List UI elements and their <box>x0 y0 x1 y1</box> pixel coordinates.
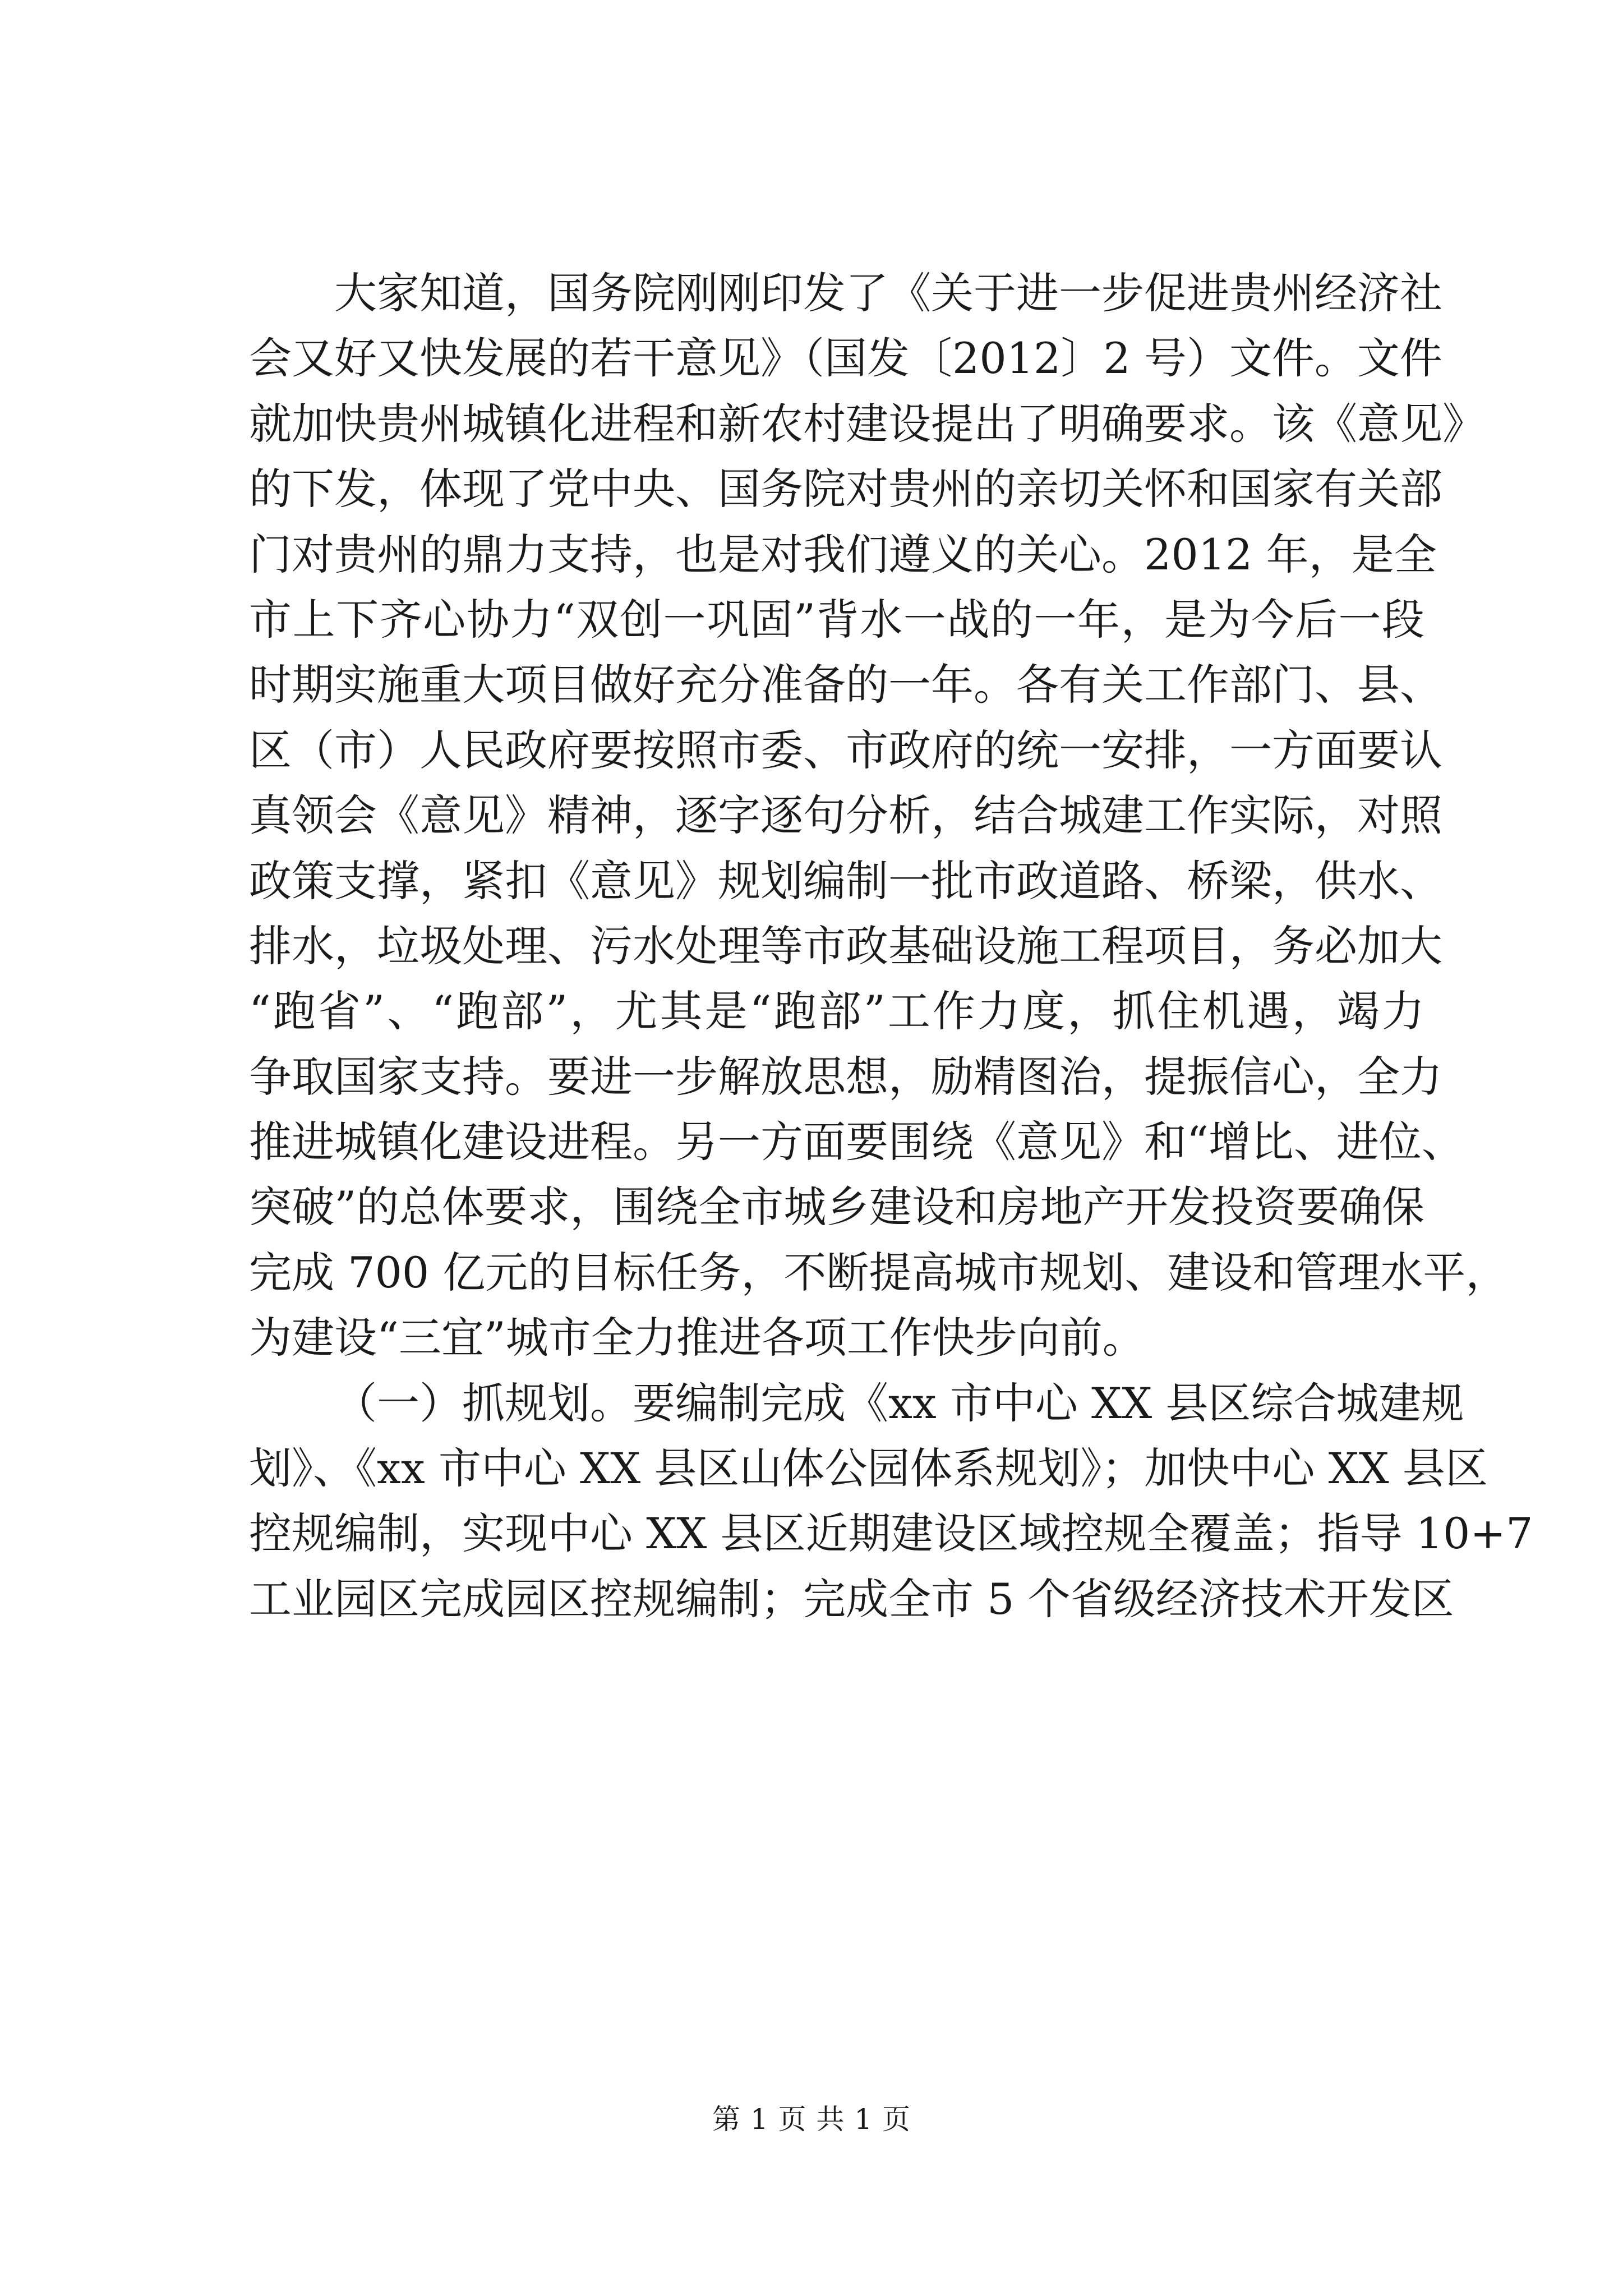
text-line: 推进城镇化建设进程。另一方面要围绕《意见》和“增比、进位、 <box>249 1117 1464 1167</box>
text-line: 排水，垃圾处理、污水处理等市政基础设施工程项目，务必加大 <box>249 921 1442 971</box>
text-line: 的下发，体现了党中央、国务院对贵州的亲切关怀和国家有关部 <box>249 464 1442 514</box>
text-line: 市上下齐心协力“双创一巩固”背水一战的一年，是为今后一段 <box>249 594 1424 645</box>
text-line: 工业园区完成园区控规编制；完成全市 5 个省级经济技术开发区 <box>249 1573 1454 1624</box>
text-line: 政策支撑，紧扣《意见》规划编制一批市政道路、桥梁，供水、 <box>249 855 1442 906</box>
document-body <box>249 261 1533 1632</box>
text-line: 为建设“三宜”城市全力推进各项工作快步向前。 <box>249 1313 1145 1363</box>
text-line: 完成 700 亿元的目标任务，不断提高城市规划、建设和管理水平， <box>249 1247 1509 1297</box>
text-line: 争取国家支持。要进一步解放思想，励精图治，提振信心，全力 <box>249 1051 1442 1102</box>
page-number-label: 第 1 页 共 1 页 <box>712 2103 911 2136</box>
text-line: 真领会《意见》精神，逐字逐句分析，结合城建工作实际，对照 <box>249 790 1442 841</box>
text-line: 大家知道，国务院刚刚印发了《关于进一步促进贵州经济社 <box>334 268 1442 318</box>
page-footer <box>0 2097 1623 2137</box>
text-line: 会又好又快发展的若干意见》（国发〔2012〕2 号）文件。文件 <box>249 333 1442 384</box>
text-line: 突破”的总体要求，围绕全市城乡建设和房地产开发投资要确保 <box>249 1182 1424 1232</box>
text-line: 划》、《xx 市中心 XX 县区山体公园体系规划》；加快中心 XX 县区 <box>249 1443 1488 1494</box>
text-line: （一）抓规划。要编制完成《xx 市中心 XX 县区综合城建规 <box>334 1378 1464 1428</box>
text-line: 就加快贵州城镇化进程和新农村建设提出了明确要求。该《意见》 <box>249 398 1485 449</box>
text-line: 时期实施重大项目做好充分准备的一年。各有关工作部门、县、 <box>249 660 1442 710</box>
text-line: 控规编制，实现中心 XX 县区近期建设区域控规全覆盖；指导 10+7 <box>249 1508 1533 1559</box>
text-line: 门对贵州的鼎力支持，也是对我们遵义的关心。2012 年，是全 <box>249 529 1437 579</box>
text-line: “跑省”、“跑部”，尤其是“跑部”工作力度，抓住机遇，竭力 <box>249 986 1424 1037</box>
text-line: 区（市）人民政府要按照市委、市政府的统一安排，一方面要认 <box>249 725 1442 775</box>
